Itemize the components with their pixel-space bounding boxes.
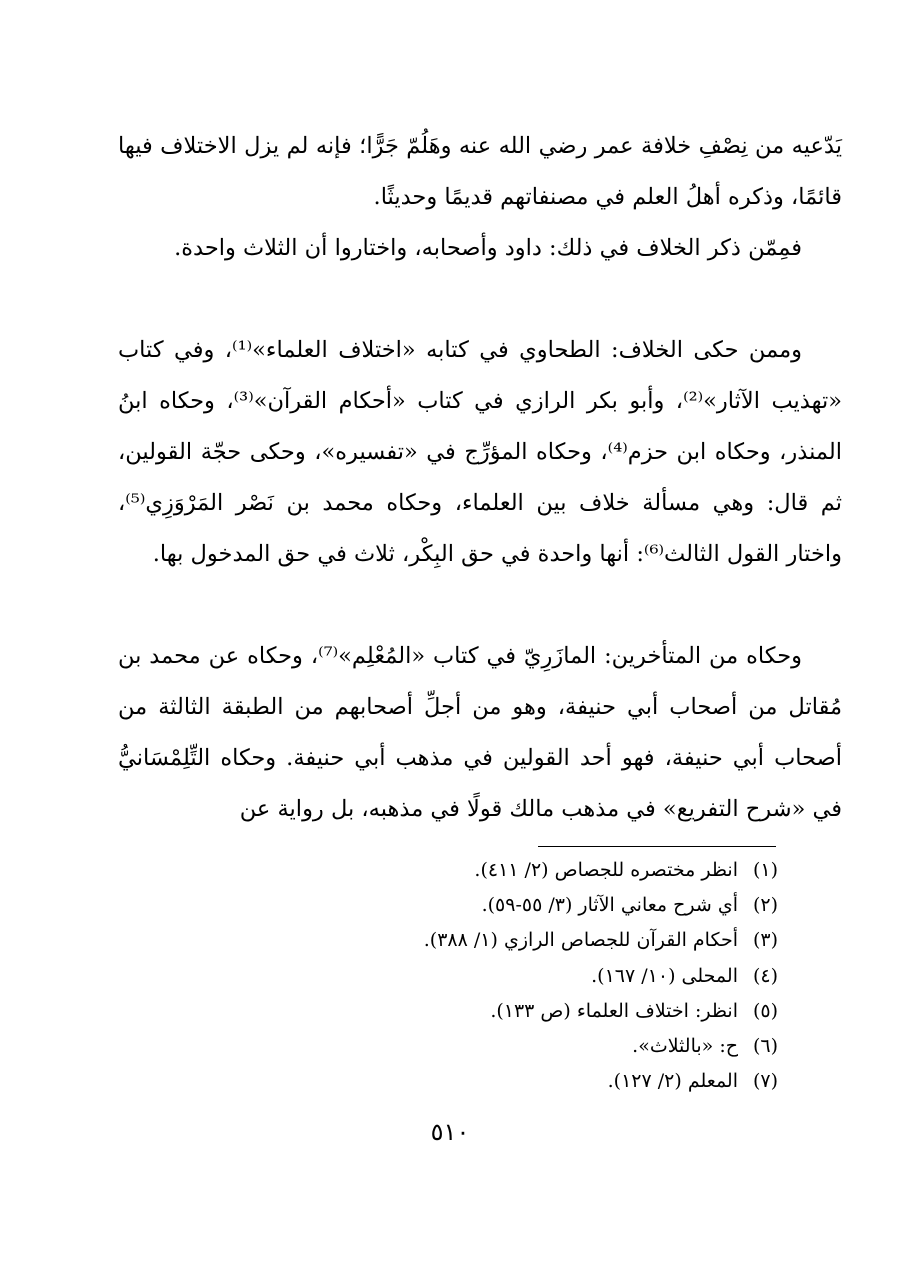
- footnote-separator: [538, 846, 776, 847]
- footnote-2: [200, 888, 778, 923]
- footnote-number: (١): [752, 859, 778, 881]
- footnote-text: المحلى (١٠/ ١٦٧).: [591, 964, 738, 987]
- footnote-4: [200, 959, 778, 994]
- paragraph-text: فمِمّن ذكر الخلاف في ذلك: داود وأصحابه، واختاروا أن الثلاث واحدة.: [174, 235, 802, 261]
- footnote-number: (٢): [752, 894, 778, 917]
- footnote-number: (٧): [752, 1070, 778, 1093]
- footnote-6: [200, 1029, 778, 1064]
- footnote-3: [200, 923, 778, 958]
- footnote-text: أي شرح معاني الآثار (٣/ ٥٥-٥٩).: [481, 894, 738, 917]
- footnote-text: ح: «بالثلاث».: [632, 1034, 738, 1057]
- footnote-7: [200, 1064, 778, 1099]
- footnote-number: (٣): [752, 929, 778, 952]
- paragraph-4: [118, 631, 842, 835]
- footnote-text: أحكام القرآن للجصاص الرازي (١/ ٣٨٨).: [423, 929, 738, 952]
- footnotes: [200, 853, 778, 1099]
- footnote-number: (٤): [752, 964, 778, 987]
- footnote-text: انظر مختصره للجصاص (٢/ ٤١١).: [474, 859, 738, 881]
- footnote-1: [200, 853, 778, 888]
- paragraph-text: يَدّعيه من نِصْفِ خلافة عمر رضي الله عنه وهَلُمّ جَرًّا؛ فإنه لم يزل الاختلاف فيها قائمًا، وذكره أهلُ العلم في مصنفاتهم قديمًا وحديثًا.: [118, 133, 842, 210]
- footnote-text: انظر: اختلاف العلماء (ص ١٣٣).: [490, 999, 738, 1022]
- footnote-5: [200, 994, 778, 1029]
- paragraph-text: وحكاه من المتأخرين: المازَرِيّ في كتاب «المُعْلِم»⁽⁷⁾، وحكاه عن محمد بن مُقاتل من أصحاب أبي حنيفة، وهو من أجلِّ أصحابهم من الطبقة الثالثة من أصحاب أبي حنيفة، فهو أحد القولين في مذهب أبي حنيفة. وحكاه التِّلِمْسَانيُّ في «شرح التفريع» في مذهب مالك قولًا في مذهبه، بل رواية عن: [118, 643, 842, 822]
- footnote-number: (٥): [752, 999, 778, 1022]
- paragraph-1: [118, 121, 842, 223]
- paragraph-text: وممن حكى الخلاف: الطحاوي في كتابه «اختلاف العلماء»⁽¹⁾، وفي كتاب «تهذيب الآثار»⁽²⁾، وأبو بكر الرازي في كتاب «أحكام القرآن»⁽³⁾، وحكاه ابنُ المنذر، وحكاه ابن حزم⁽⁴⁾، وحكاه المؤرِّج في «تفسيره»، وحكى حجّة القولين، ثم قال: وهي مسألة خلاف بين العلماء، وحكاه محمد بن نَصْر المَرْوَزِي⁽⁵⁾، واختار القول الثالث⁽⁶⁾: أنها واحدة في حق البِكْر، ثلاث في حق المدخول بها.: [118, 337, 843, 567]
- paragraph-2: [118, 223, 842, 274]
- footnote-text: المعلم (٢/ ١٢٧).: [607, 1070, 738, 1093]
- page-number: ٥١٠: [430, 1118, 470, 1146]
- paragraph-3: [118, 325, 842, 580]
- footnote-number: (٦): [752, 1034, 778, 1057]
